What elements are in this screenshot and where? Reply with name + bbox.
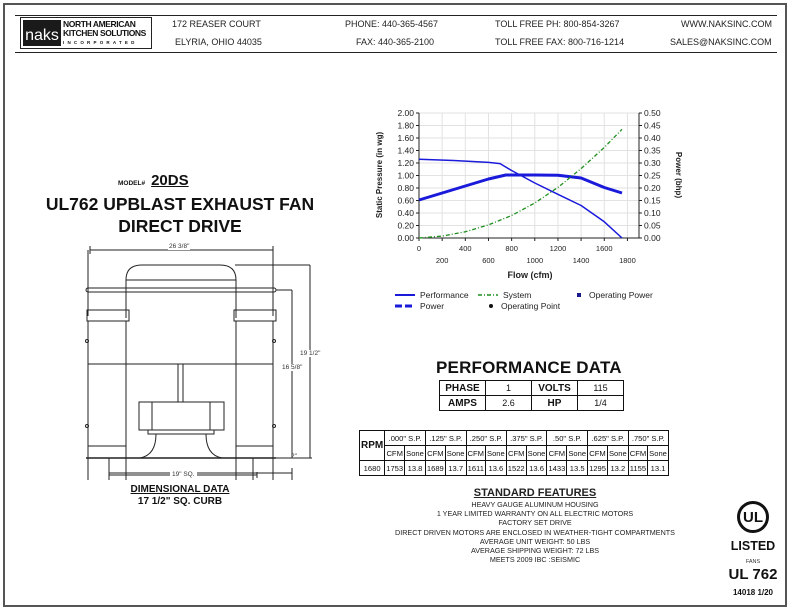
cfm-value: 1295 xyxy=(588,461,608,476)
svg-text:0.40: 0.40 xyxy=(397,208,414,218)
square-marker-icon xyxy=(574,292,584,298)
feature-item: HEAVY GAUGE ALUMINUM HOUSING xyxy=(471,500,599,509)
svg-text:0.15: 0.15 xyxy=(644,195,661,206)
email-link[interactable]: SALES@NAKSINC.COM xyxy=(670,37,772,47)
x-axis-label: Flow (cfm) xyxy=(507,270,553,280)
sone-subheader: Sone xyxy=(567,446,588,461)
logo-line-3: INCORPORATED xyxy=(63,39,138,45)
address-line-2: ELYRIA, OHIO 44035 xyxy=(175,37,262,47)
fax: FAX: 440-365-2100 xyxy=(356,37,435,47)
sp-column-header: .375" S.P. xyxy=(506,431,547,446)
feature-item: 1 YEAR LIMITED WARRANTY ON ALL ELECTRIC MOTORS xyxy=(436,509,634,519)
cfm-value: 1433 xyxy=(547,461,567,476)
svg-text:0.50: 0.50 xyxy=(644,108,661,118)
sone-subheader: Sone xyxy=(648,446,669,461)
model-number: 20DS xyxy=(151,172,189,189)
svg-text:800: 800 xyxy=(505,244,518,253)
feature-item: MEETS 2009 IBC :SEISMIC xyxy=(489,555,581,565)
ul-logo-icon xyxy=(736,500,770,534)
volts-label: VOLTS xyxy=(532,381,578,396)
sp-column-header: .000" S.P. xyxy=(385,431,426,446)
feature-item: AVERAGE SHIPPING WEIGHT: 72 LBS xyxy=(470,546,600,556)
svg-text:0: 0 xyxy=(416,244,422,253)
sone-value: 13.8 xyxy=(405,461,426,476)
listed-label: LISTED xyxy=(730,539,776,553)
address-line-1: 172 REASER COURT xyxy=(172,19,261,29)
curb-size: 17 1/2" SQ. CURB xyxy=(137,496,223,507)
sone-value: 13.5 xyxy=(567,461,588,476)
solid-line-icon xyxy=(395,293,415,297)
svg-text:0.20: 0.20 xyxy=(397,220,414,231)
sp-column-header: .625" S.P. xyxy=(588,431,629,446)
sone-value: 13.6 xyxy=(486,461,507,476)
ul-standard: UL 762 xyxy=(728,566,778,583)
performance-data-title: PERFORMANCE DATA xyxy=(436,358,622,377)
svg-text:1.00: 1.00 xyxy=(397,170,414,181)
svg-text:UL: UL xyxy=(743,509,763,526)
model-label: MODEL# xyxy=(118,180,146,187)
svg-text:1600: 1600 xyxy=(595,244,613,253)
svg-text:0.00: 0.00 xyxy=(644,233,661,243)
header-top-rule xyxy=(15,15,777,16)
model-row xyxy=(118,172,189,189)
sone-subheader: Sone xyxy=(486,446,507,461)
cfm-subheader: CFM xyxy=(425,446,445,461)
svg-text:0.25: 0.25 xyxy=(644,170,661,181)
y-axis-label: Static Pressure (in wg) xyxy=(375,131,384,219)
svg-text:0.00: 0.00 xyxy=(397,233,414,243)
cfm-value: 1753 xyxy=(385,461,405,476)
ul-certification xyxy=(718,500,788,597)
sp-column-header: .50" S.P. xyxy=(547,431,588,446)
sone-subheader: Sone xyxy=(607,446,628,461)
website-link[interactable]: WWW.NAKSINC.COM xyxy=(681,19,772,29)
height-body-dim-label: 16 5/8" xyxy=(282,364,303,371)
svg-text:0.10: 0.10 xyxy=(644,208,661,218)
svg-text:0.60: 0.60 xyxy=(397,195,414,206)
svg-text:1800: 1800 xyxy=(619,256,636,265)
legend-system: System xyxy=(478,290,531,300)
svg-text:1.20: 1.20 xyxy=(397,158,414,168)
dimensional-data-title: DIMENSIONAL DATA xyxy=(130,484,230,495)
chart-curves xyxy=(419,129,622,238)
sone-subheader: Sone xyxy=(526,446,547,461)
electrical-specs-table xyxy=(439,380,624,411)
features-title: STANDARD FEATURES xyxy=(473,487,597,499)
header-bottom-rule xyxy=(15,52,777,53)
rpm-value: 1680 xyxy=(360,461,385,476)
dashed-line-icon xyxy=(395,304,415,308)
y2-axis-label: Power (bhp) xyxy=(674,151,683,199)
svg-text:0.30: 0.30 xyxy=(644,158,661,168)
svg-text:1.40: 1.40 xyxy=(397,145,414,156)
chart-tick-labels xyxy=(397,108,660,265)
phase-label: PHASE xyxy=(440,381,486,396)
features-list xyxy=(370,500,700,564)
curb-gap-dim-label: 2" xyxy=(291,453,297,460)
toll-free-phone: TOLL FREE PH: 800-854-3267 xyxy=(495,19,620,29)
svg-text:1.60: 1.60 xyxy=(397,133,414,143)
cfm-value: 1611 xyxy=(466,461,485,476)
logo-mark: naks xyxy=(23,20,61,46)
feature-item: AVERAGE UNIT WEIGHT: 50 LBS xyxy=(479,536,591,546)
svg-text:0.80: 0.80 xyxy=(397,183,414,193)
svg-text:400: 400 xyxy=(459,244,472,253)
svg-text:600: 600 xyxy=(482,256,495,265)
phase-value: 1 xyxy=(486,381,532,396)
static-pressure-table xyxy=(359,430,669,476)
svg-text:0.35: 0.35 xyxy=(644,145,661,156)
cfm-subheader: CFM xyxy=(385,446,405,461)
sone-value: 13.6 xyxy=(526,461,547,476)
height-total-dim-label: 19 1/2" xyxy=(300,350,321,357)
toll-free-fax: TOLL FREE FAX: 800-716-1214 xyxy=(495,37,625,47)
cfm-subheader: CFM xyxy=(547,446,567,461)
cfm-value: 1155 xyxy=(628,461,647,476)
hp-value: 1/4 xyxy=(578,396,624,411)
curve-performance xyxy=(419,159,622,238)
standard-features xyxy=(370,487,700,564)
phone: PHONE: 440-365-4567 xyxy=(345,19,439,29)
svg-text:1000: 1000 xyxy=(526,256,544,265)
svg-text:0.40: 0.40 xyxy=(644,133,661,143)
svg-text:0.05: 0.05 xyxy=(644,220,661,231)
legend-operating-point: Operating Point xyxy=(486,301,560,311)
feature-item: DIRECT DRIVEN MOTORS ARE ENCLOSED IN WEATHER-TIGHT COMPARTMENTS xyxy=(395,527,675,537)
rpm-header: RPM xyxy=(360,431,385,461)
svg-text:1200: 1200 xyxy=(549,244,567,253)
sp-column-header: .125" S.P. xyxy=(425,431,466,446)
dimensional-drawing xyxy=(60,240,330,480)
document-code: 14018 1/20 xyxy=(732,588,774,597)
fans-label: FANS xyxy=(745,559,761,565)
fan-performance-chart xyxy=(360,100,690,290)
svg-text:2.00: 2.00 xyxy=(397,108,414,118)
base-dim-label: 19" SQ. xyxy=(172,471,195,478)
product-title: UL762 UPBLAST EXHAUST FAN xyxy=(45,194,315,214)
sone-value: 13.1 xyxy=(648,461,669,476)
sone-value: 13.7 xyxy=(445,461,466,476)
sone-subheader: Sone xyxy=(405,446,426,461)
product-subtitle: DIRECT DRIVE xyxy=(118,216,242,236)
svg-text:1.80: 1.80 xyxy=(397,120,414,131)
amps-label: AMPS xyxy=(440,396,486,411)
naks-logo xyxy=(20,17,152,49)
sp-column-header: .250" S.P. xyxy=(466,431,506,446)
legend-operating-power: Operating Power xyxy=(574,290,653,300)
svg-text:0.20: 0.20 xyxy=(644,183,661,193)
cfm-subheader: CFM xyxy=(466,446,485,461)
cfm-value: 1522 xyxy=(506,461,526,476)
sone-value: 13.2 xyxy=(607,461,628,476)
cfm-subheader: CFM xyxy=(588,446,608,461)
amps-value: 2.6 xyxy=(486,396,532,411)
cfm-subheader: CFM xyxy=(628,446,647,461)
hp-label: HP xyxy=(532,396,578,411)
legend-power: Power xyxy=(395,301,444,311)
dot-marker-icon xyxy=(486,303,496,309)
feature-item: FACTORY SET DRIVE xyxy=(498,518,572,528)
legend-performance: Performance xyxy=(395,290,469,300)
sone-subheader: Sone xyxy=(445,446,466,461)
sp-column-header: .750" S.P. xyxy=(628,431,668,446)
cfm-subheader: CFM xyxy=(506,446,526,461)
width-dim-label: 26 3/8" xyxy=(169,243,190,250)
volts-value: 115 xyxy=(578,381,624,396)
svg-text:1400: 1400 xyxy=(572,256,590,265)
dash-dot-line-icon xyxy=(478,293,498,297)
svg-text:200: 200 xyxy=(435,256,449,265)
cfm-value: 1689 xyxy=(425,461,445,476)
chart-axes xyxy=(416,113,642,241)
logo-line-1: NORTH AMERICAN xyxy=(63,18,136,29)
svg-text:0.45: 0.45 xyxy=(644,120,661,131)
logo-line-2: KITCHEN SOLUTIONS xyxy=(63,27,146,38)
